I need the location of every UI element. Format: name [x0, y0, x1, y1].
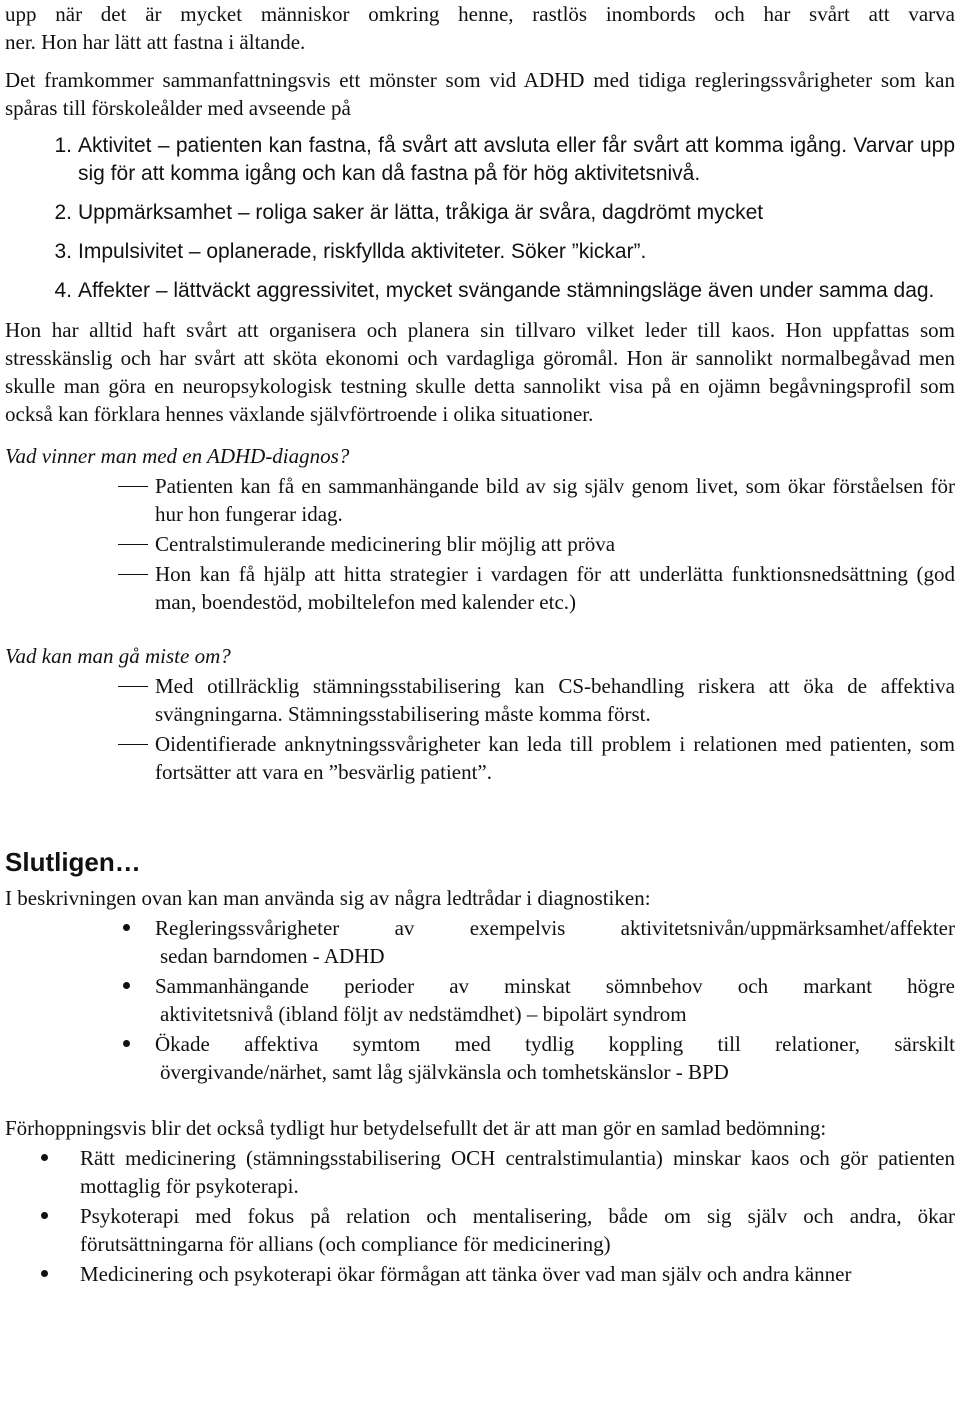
item-text: Oidentifierade anknytningssvårigheter kan leda till problem i relationen med patienten, som fortsätter att vara en ”besvärlig patient”. — [155, 732, 955, 784]
conclusion-intro: I beskrivningen ovan kan man använda sig av några ledtrådar i diagnostiken: — [5, 886, 651, 910]
list-item — [5, 238, 955, 266]
list-item — [5, 199, 955, 227]
bullet-marker — [5, 1030, 155, 1086]
gain-heading: Vad vinner man med en ADHD-diagnos? — [5, 444, 350, 468]
numbered-list — [5, 132, 955, 305]
item-text: Rätt medicinering (stämningsstabilisering OCH centralstimulantia) minskar kaos och gör patienten mottaglig för psykoterapi. — [80, 1146, 955, 1198]
bullet-marker — [5, 1144, 80, 1200]
list-item — [5, 560, 955, 616]
dash-marker — [5, 672, 155, 728]
item-text-continued: sedan barndomen - ADHD — [160, 944, 385, 968]
recommendation-list — [5, 1144, 955, 1288]
bullet-marker — [5, 972, 155, 1028]
list-item — [5, 914, 955, 970]
hope-paragraph: Förhoppningsvis blir det också tydligt hur betydelsefullt det är att man gör en samlad bedömning: — [5, 1116, 827, 1140]
item-text: Affekter – lättväckt aggressivitet, mycket svängande stämningsläge även under samma dag. — [78, 279, 935, 302]
list-item — [5, 972, 955, 1028]
list-item — [5, 277, 955, 305]
bullet-marker — [5, 1260, 80, 1288]
item-text: Ökade affektiva symtom med tydlig koppling till relationer, särskilt — [155, 1032, 955, 1056]
item-text: Centralstimulerande medicinering blir möjlig att pröva — [155, 532, 616, 556]
list-item — [5, 530, 955, 558]
item-text: Impulsivitet – oplanerade, riskfyllda aktiviteter. Söker ”kickar”. — [78, 240, 647, 263]
list-item — [5, 132, 955, 188]
list-item — [5, 472, 955, 528]
item-text: Med otillräcklig stämningsstabilisering kan CS-behandling riskera att öka de affektiva svängningarna. Stämningsstabilisering måste komma först. — [155, 674, 955, 726]
document-page — [5, 0, 955, 1288]
item-text: Hon kan få hjälp att hitta strategier i vardagen för att underlätta funktionsnedsättning (god man, boendestöd, mobiltelefon med kalender etc.) — [155, 562, 955, 614]
item-number: 4. — [54, 279, 72, 302]
list-item — [5, 1202, 955, 1258]
summary-paragraph: Det framkommer sammanfattningsvis ett mönster som vid ADHD med tidiga regleringssvårigheter som kan spåras till förskoleålder med avseende på — [5, 68, 955, 120]
item-text: Regleringssvårigheter av exempelvis aktivitetsnivån/uppmärksamhet/affekter — [155, 916, 955, 940]
dash-marker — [5, 730, 155, 786]
item-text: Uppmärksamhet – roliga saker är lätta, tråkiga är svåra, dagdrömt mycket — [78, 201, 764, 224]
item-text-continued: övergivande/närhet, samt låg självkänsla och tomhetskänslor - BPD — [160, 1060, 729, 1084]
bullet-marker — [5, 1202, 80, 1258]
intro-line-1: upp när det är mycket människor omkring henne, rastlös inombords och har svårt att varva — [5, 2, 955, 26]
gain-list — [5, 472, 955, 616]
list-item — [5, 1030, 955, 1086]
item-text: Patienten kan få en sammanhängande bild av sig själv genom livet, som ökar förståelsen för hur hon fungerar idag. — [155, 474, 955, 526]
list-item — [5, 672, 955, 728]
list-item — [5, 1260, 955, 1288]
item-text: Sammanhängande perioder av minskat sömnbehov och markant högre — [155, 974, 955, 998]
item-text: Aktivitet – patienten kan fastna, få svårt att avsluta eller får svårt att komma igång. Varvar upp sig för att komma igång och kan då fastna på för hög aktivitetsnivå. — [78, 134, 955, 185]
dash-marker — [5, 530, 155, 558]
item-number: 3. — [54, 240, 72, 263]
dash-marker — [5, 560, 155, 616]
miss-heading: Vad kan man gå miste om? — [5, 644, 231, 668]
intro-line-2: ner. Hon har lätt att fastna i ältande. — [5, 30, 306, 54]
organize-paragraph: Hon har alltid haft svårt att organisera och planera sin tillvaro vilket leder till kaos. Hon uppfattas som stresskänslig och har svårt att sköta ekonomi och vardagliga göromål. Hon är sannolikt normalbegåvad men skulle man göra en neuropsykologisk testning skulle detta sannolikt visa på en ojämn begåvningsprofil som också kan förklara hennes växlande självförtroende i olika situationer. — [5, 318, 955, 426]
clue-list — [5, 914, 955, 1086]
miss-list — [5, 672, 955, 786]
conclusion-heading: Slutligen… — [5, 847, 141, 877]
bullet-marker — [5, 914, 155, 970]
list-item — [5, 1144, 955, 1200]
item-text: Psykoterapi med fokus på relation och mentalisering, både om sig själv och andra, ökar förutsättningarna för allians (och compliance för medicinering) — [80, 1204, 955, 1256]
item-text-continued: aktivitetsnivå (ibland följt av nedstämdhet) – bipolärt syndrom — [160, 1002, 687, 1026]
list-item — [5, 730, 955, 786]
item-text: Medicinering och psykoterapi ökar förmågan att tänka över vad man själv och andra känner — [80, 1262, 852, 1286]
item-number: 1. — [54, 134, 72, 157]
item-number: 2. — [54, 201, 72, 224]
dash-marker — [5, 472, 155, 528]
